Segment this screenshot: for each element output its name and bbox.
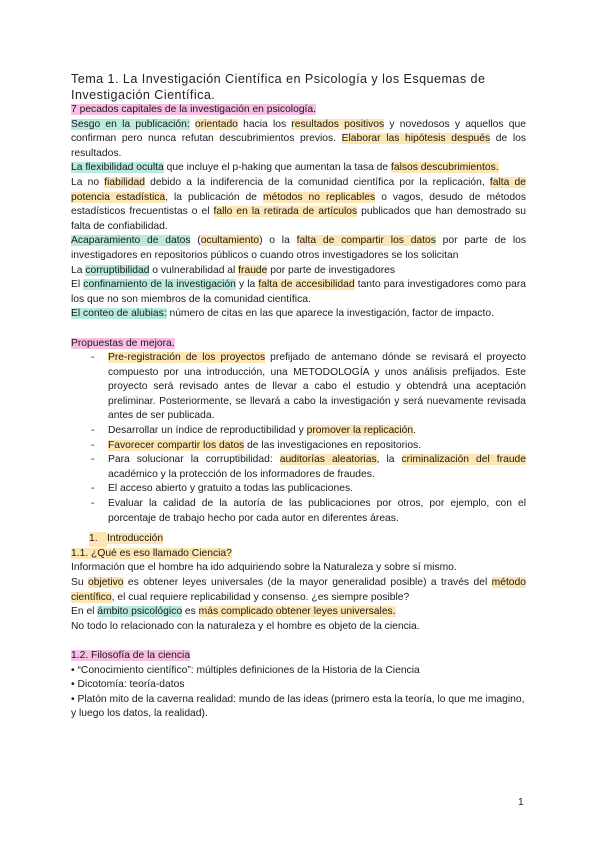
- sin-unreliability: La no fiabilidad debido a la indiferencia de la comunidad científica por la replicación, falta de potencia estadística, la publicación de métodos no replicables o vagos, desudo de métodos estadísticos frecuentistas o el fallo en la retirada de artículos publicados que han demostrado su falta de confiabilidad.: [71, 176, 527, 232]
- intro-line: No todo lo relacionado con la naturaleza y el hombre es objeto de la ciencia.: [71, 620, 420, 632]
- sin-hidden-flexibility: La flexibilidad oculta que incluye el p-haking que aumentan la tasa de falsos descubrimientos.: [71, 162, 499, 174]
- list-item: - Pre-registración de los proyectos prefijado de antemano dónde se revisará el proyecto compuesto por una introducción, una METODOLOGÍA y unos análisis prefijados. Este proyecto será revisado antes de llevar a cabo el estudio y obtendrá una aceptación preliminar. Posteriormente, se llevará a cabo la investigación y será nuevamente revisada antes de ser publicada.: [108, 351, 526, 424]
- sin-corruptibility: La corruptibilidad o vulnerabilidad al fraude por parte de investigadores: [71, 264, 396, 276]
- intro-objective: Su objetivo es obtener leyes universales (de la mayor generalidad posible) a través del método científico, el cual requiere replicabilidad y consenso. ¿es siempre posible?: [71, 577, 526, 603]
- spacer: [71, 634, 526, 649]
- sin-data-hoarding: Acaparamiento de datos (ocultamiento) o la falta de compartir los datos por parte de los investigadores en repositorios públicos o cuando otros investigadores se los solicitan: [71, 235, 526, 261]
- document-title: Tema 1. La Investigación Científica en Psicología y los Esquemas de Investigación Científica.: [71, 72, 486, 102]
- sin-publication-bias: Sesgo en la publicación: orientado hacia los resultados positivos y novedosos y aquellos que confirman pero nunca refutan descubrimientos previos. Elaborar las hipótesis después de los resultados.: [71, 118, 526, 159]
- intro-psych: En el ámbito psicológico es más complicado obtener leyes universales.: [71, 606, 396, 618]
- philosophy-bullet: • Platón mito de la caverna realidad: mundo de las ideas (primero esta la teoría, lo que me imagino, y luego los datos, la realidad).: [71, 693, 525, 720]
- intro-subheading: 1.1. ¿Qué es eso llamado Ciencia?: [71, 547, 232, 559]
- spacer: [71, 322, 526, 337]
- list-item: - El acceso abierto y gratuito a todas las publicaciones.: [108, 482, 526, 497]
- list-item: - Favorecer compartir los datos de las investigaciones en repositorios.: [108, 439, 526, 454]
- sin-confinement: El confinamiento de la investigación y la falta de accesibilidad tanto para investigadores como para los que no son miembros de la comunidad científica.: [71, 279, 526, 305]
- sin-bean-counting: El conteo de alubias: número de citas en las que aparece la investigación, factor de impacto.: [71, 308, 495, 320]
- list-item: - Desarrollar un índice de reproductibilidad y promover la replicación.: [108, 424, 526, 439]
- list-item: - Evaluar la calidad de la autoría de las publicaciones por otros, por ejemplo, con el porcentaje de trabajo hecho por cada autor en diferentes áreas.: [108, 497, 526, 526]
- page-number: 1: [518, 797, 524, 808]
- list-item: - Para solucionar la corruptibilidad: auditorías aleatorias, la criminalización del fraude académico y la protección de los informadores de fraudes.: [108, 453, 526, 482]
- sins-heading: 7 pecados capitales de la investigación en psicología.: [71, 104, 316, 115]
- intro-line: Información que el hombre ha ido adquiriendo sobre la Naturaleza y sobre sí mismo.: [71, 562, 457, 574]
- intro-heading: 1. Introducción: [71, 532, 526, 547]
- improve-heading: Propuestas de mejora.: [71, 337, 175, 349]
- improve-list: [71, 351, 526, 526]
- philosophy-bullet: • Dicotomía: teoría-datos: [71, 679, 185, 691]
- page-content: [71, 71, 526, 722]
- philosophy-bullet: • “Conocimiento científico”: múltiples definiciones de la Historia de la Ciencia: [71, 664, 420, 676]
- philosophy-heading: 1.2. Filosofía de la ciencia: [71, 649, 191, 661]
